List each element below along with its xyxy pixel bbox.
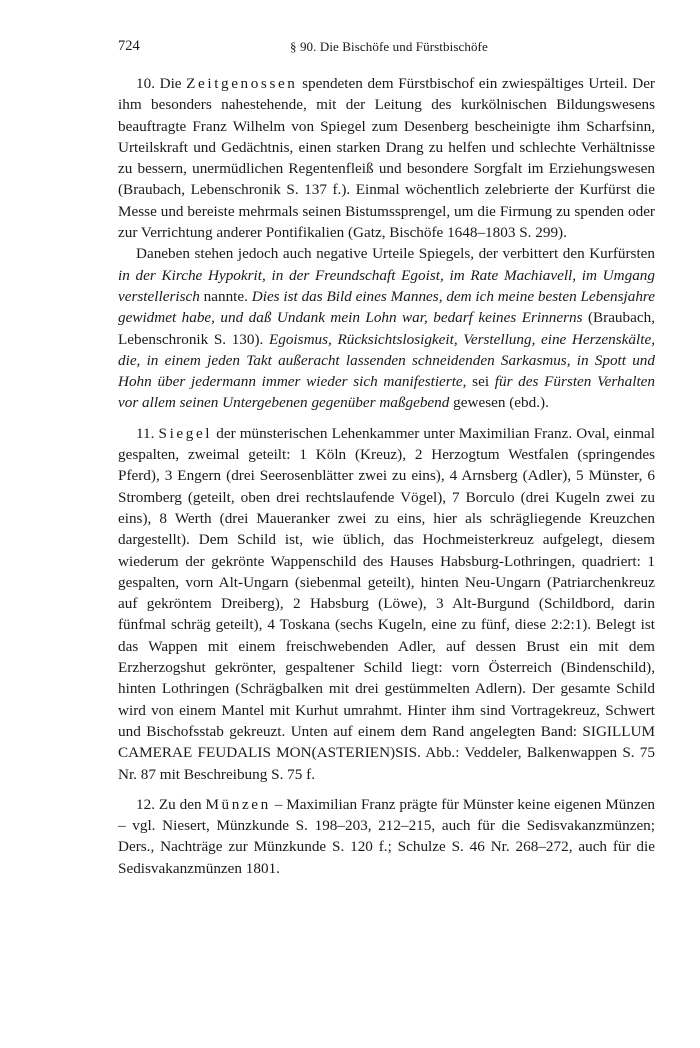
text-run: 10. Die (136, 75, 187, 92)
spaced-keyword: Siegel (158, 424, 213, 442)
spaced-keyword: Münzen (205, 795, 271, 813)
text-run: , sei (462, 373, 495, 391)
text-run: gewesen (ebd.). (449, 394, 549, 412)
italic-quote: Dies ist das Bild eines Mannes, dem ich meine besten Lebensjahre gewidmet habe, und daß Undank mein Lohn war, bedarf keines Erinnerns (118, 287, 656, 327)
italic-quote: in der Kirche Hypokrit, in der Freundschaft Egoist, im Rate Machiavell, im Umgang verstellerisch (118, 266, 655, 305)
paragraph-contemporaries (118, 73, 655, 243)
text-run: nannte. (199, 287, 252, 305)
text-run: spendeten dem Fürstbischof ein zwiespältiges Urteil. Der ihm besonders nahestehende, mit der Leitung des kurkölnischen Bildungswesens beauftragte Franz Wilhelm von Spiegel zum Desenberg bescheinigte ihm Scharfsinn, Urteilskraft und Gedächtnis, einen starken Drang zu helfen und schlechte Verhältnisse zu bessern, unermüdlichen Regentenfleiß und besondere Sorgfalt im Erziehungswesen (Braubach, Lebenschronik S. 137 f.). Einmal wöchentlich zelebrierte der Kurfürst die Messe und bereiste mehrmals seinen Bistumssprengel, um die Firmung zu spenden oder zur Verrichtung anderer Pontifikalien (Gatz, Bischöfe 1648–1803 S. 299). (118, 75, 655, 242)
paragraph-coins (118, 794, 655, 879)
text-run: 12. Zu den (136, 795, 206, 813)
text-run: (Braubach, Lebenschronik S. 130). (118, 309, 655, 348)
paragraph-negative-judgments (118, 243, 655, 413)
paragraph-seal (118, 423, 655, 785)
page-header (118, 38, 655, 58)
text-run: – Maximilian Franz prägte für Münster keine eigenen Münzen – vgl. Niesert, Münzkunde S. 198–203, 212–215, auch für die Sedisvakanzmünzen; Ders., Nachträge zur Münzkunde S. 120 f.; Schulze S. 46 Nr. 268–272, auch für die Sedisvakanzmünzen 1801. (118, 795, 655, 877)
italic-quote: Egoismus, Rücksichtslosigkeit, Verstellung, eine Herzenskälte, die, in einem jeden Takt außeracht lassenden schneidenden Sarkasmus, in Spott und Hohn über jedermann immer wieder sich manifestierte (118, 330, 655, 391)
page-number: 724 (118, 38, 140, 54)
text-run: Daneben stehen jedoch auch negative Urteile Spiegels, der verbittert den Kurfürsten (136, 245, 655, 263)
spaced-keyword: Zeitgenossen (186, 75, 298, 92)
body-text (118, 73, 655, 879)
text-run: der münsterischen Lehenkammer unter Maximilian Franz. Oval, einmal gespalten, zweimal geteilt: 1 Köln (Kreuz), 2 Herzogtum Westfalen (springendes Pferd), 3 Engern (drei Seerosenblätter zwei zu eins), 4 Arnsberg (Adler), 5 Münster, 6 Stromberg (geteilt, oben drei rechtslaufende Vögel), 7 Borculo (drei Kugeln zwei zu eins), 8 Werth (drei Maueranker zwei zu eins, hier als schrägliegende Kreuzchen dargestellt). Dem Schild ist, wie üblich, das Hochmeisterkreuz aufgelegt, diesem wiederum der gekrönte Wappenschild des Hauses Habsburg-Lothringen, quadriert: 1 gespalten, vorn Alt-Ungarn (siebenmal geteilt), hinten Neu-Ungarn (Patriarchenkreuz auf gekröntem Dreiberg), 2 Habsburg (Löwe), 3 Alt-Burgund (Schildbord, darin fünfmal schräg geteilt), 4 Toskana (sechs Kugeln, eine zu fünf, diese 2:2:1). Belegt ist das Wappen mit einem freischwebenden Adler, auf dessen Brust ein mit dem Erzherzogshut gekrönter, gespaltener Schild liegt: vorn Österreich (Bindenschild), hinten Lothringen (Schrägbalken mit drei gestümmelten Adlern). Der gesamte Schild wird von einem Mantel mit Kurhut umrahmt. Hinter ihm sind Vortragekreuz, Schwert und Bischofsstab gekreuzt. Unten auf einem dem Rand angelegten Band: SIGILLUM CAMERAE FEUDALIS MON(ASTERIEN)SIS. Abb.: Veddeler, Balkenwappen S. 75 Nr. 87 mit Beschreibung S. 75 f. (118, 424, 656, 783)
italic-quote: für des Fürsten Verhalten vor allem seinen Untergebenen gegenüber maßgebend (118, 373, 656, 412)
running-head: § 90. Die Bischöfe und Fürstbischöfe (290, 39, 488, 54)
text-run: 11. (136, 424, 159, 442)
